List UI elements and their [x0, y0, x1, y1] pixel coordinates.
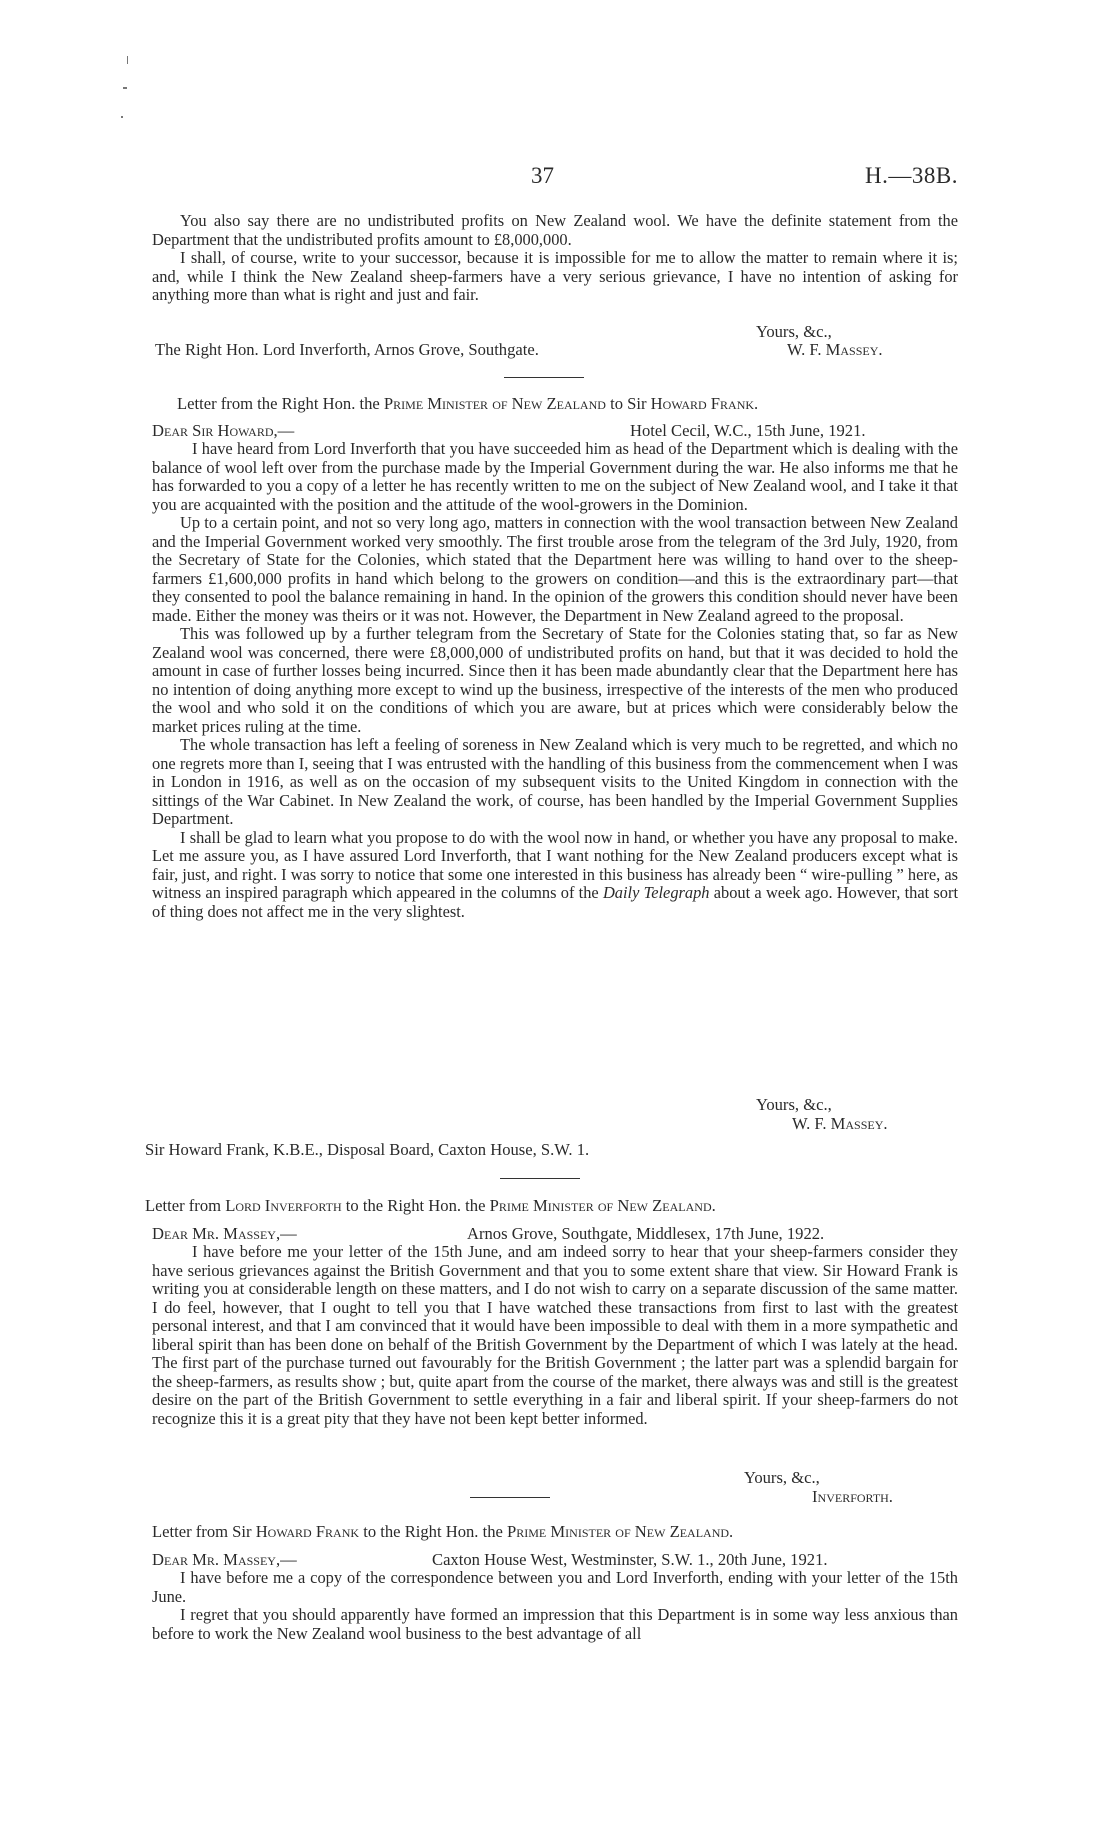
- paragraph: [152, 829, 958, 922]
- heading-text: Letter from: [145, 1196, 222, 1215]
- heading-recipient: Prime Minister of New Zealand.: [489, 1196, 716, 1215]
- letter1-body: [152, 212, 958, 305]
- letter2-place-date: Hotel Cecil, W.C., 15th June, 1921.: [630, 421, 866, 440]
- heading-sender: Prime Minister of New Zealand: [383, 394, 606, 413]
- section-divider: [500, 1178, 580, 1179]
- paragraph: I regret that you should apparently have formed an impression that this Department is in some way less anxious than before to work the New Zealand wool business to the best advantage of all: [152, 1605, 958, 1643]
- document-reference: H.—38B.: [865, 163, 958, 188]
- newspaper-title: Daily Telegraph: [602, 883, 710, 902]
- paragraph: You also say there are no undistributed profits on New Zealand wool. We have the definite statement from the Department that the undistributed profits amount to £8,000,000.: [152, 211, 958, 249]
- heading-text: to the Right Hon. the: [345, 1196, 486, 1215]
- letter3-closing: Yours, &c.,: [744, 1468, 820, 1487]
- paragraph: I have before me your letter of the 15th June, and am indeed sorry to hear that your sheep-farmers consider they have serious grievances against the British Government and that you to some extent share that view. Sir Howard Frank is writing you at considerable length on these matters, and I do not wish to carry on a separate discussion of the same matter. I do feel, however, that I ought to tell you that I have watched these transactions from first to last with the greatest personal interest, and that I am convinced that it would have been impossible to deal with them in a more sympathetic and liberal spirit than has been done on behalf of the British Government by the Department of which I was lately at the head. The first part of the purchase turned out favourably for the British Government ; the latter part was a splendid bargain for the sheep-farmers, as results show ; but, quite apart from the course of the market, there always was and still is the greatest desire on the part of the British Government to settle everything in a fair and liberal spirit. If your sheep-farmers do not recognize this it is a great pity that they have not been kept better informed.: [152, 1242, 958, 1428]
- letter3-heading: [145, 1196, 716, 1216]
- heading-text: Letter from Sir: [152, 1522, 252, 1541]
- page-number: 37: [531, 163, 554, 188]
- paragraph: I shall, of course, write to your successor, because it is impossible for me to allow the matter to remain where it is; and, while I think the New Zealand sheep-farmers have a very serious grievance, I have no intention of asking for anything more than what is right and just and fair.: [152, 248, 958, 304]
- letter2-salutation: Dear Sir Howard,—: [152, 421, 295, 440]
- paragraph: I have heard from Lord Inverforth that you have succeeded him as head of the Department which is dealing with the balance of wool left over from the purchase made by the Imperial Government during the war. He also informs me that he has forwarded to you a copy of a letter he has recently written to me on the subject of New Zealand wool, and I take it that you are acquainted with the position and the attitude of the wool-growers in the Dominion.: [152, 439, 958, 514]
- letter4-body: [152, 1569, 958, 1643]
- letter2-signature: W. F. Massey.: [792, 1114, 888, 1133]
- letter2-addressee: Sir Howard Frank, K.B.E., Disposal Board, Caxton House, S.W. 1.: [145, 1140, 590, 1159]
- letter2-heading: [177, 394, 758, 414]
- letter2-closing: Yours, &c.,: [756, 1095, 832, 1114]
- scan-speck: [121, 116, 123, 118]
- letter4-salutation: Dear Mr. Massey,—: [152, 1550, 297, 1569]
- heading-text: Letter from the Right Hon. the: [177, 394, 380, 413]
- heading-recipient: Howard Frank.: [650, 394, 759, 413]
- paragraph: Up to a certain point, and not so very long ago, matters in connection with the wool transaction between New Zealand and the Imperial Government worked very smoothly. The first trouble arose from the telegram of the 3rd July, 1920, from the Secretary of State for the Colonies, which stated that the Department here was willing to hand over to the sheep-farmers £1,600,000 profits in hand which belong to the growers on condition—and this is the extraordinary part—that they consented to pool the balance remaining in hand. In the opinion of the growers this condition should never have been made. Either the money was theirs or it was not. However, the Department in New Zealand agreed to the proposal.: [152, 513, 958, 625]
- paragraph-text: I shall be glad to learn what you propose to do with the wool now in hand, or whether you have any proposal to make. Let me assure you, as I have assured Lord Inverforth, that I want nothing for the New Zealand producers except what is fair, just, and right. I was sorry to notice that some one interested in this business has already been “ wire-pulling ” here, as witness an inspired paragraph which appeared in the columns of the: [152, 827, 958, 902]
- paragraph: I have before me a copy of the correspondence between you and Lord Inverforth, ending with your letter of the 15th June.: [152, 1568, 958, 1606]
- letter2-body: [152, 440, 958, 921]
- paragraph: The whole transaction has left a feeling of soreness in New Zealand which is very much to be regretted, and which no one regrets more than I, seeing that I was entrusted with the handling of this business from the commencement when I was in London in 1916, as well as on the occasion of my subsequent visits to the United Kingdom in connection with the sittings of the War Cabinet. In New Zealand the work, of course, has been handled by the Imperial Government Supplies Department.: [152, 735, 958, 828]
- letter3-place-date: Arnos Grove, Southgate, Middlesex, 17th June, 1922.: [467, 1224, 825, 1243]
- heading-text: to Sir: [610, 394, 647, 413]
- letter4-place-date: Caxton House West, Westminster, S.W. 1., 20th June, 1921.: [432, 1550, 828, 1569]
- letter3-signature: Inverforth.: [812, 1487, 893, 1506]
- paragraph-text: about a week ago. However, that sort of thing does not affect me in the very slightest.: [152, 883, 958, 921]
- letter3-salutation: Dear Mr. Massey,—: [152, 1224, 297, 1243]
- letter3-body: [152, 1243, 958, 1428]
- letter4-heading: [152, 1522, 733, 1542]
- heading-text: to the Right Hon. the: [363, 1522, 503, 1541]
- heading-sender: Lord Inverforth: [225, 1196, 342, 1215]
- letter1-closing: Yours, &c.,: [756, 322, 832, 341]
- section-divider: [470, 1497, 550, 1498]
- section-divider: [504, 377, 584, 378]
- heading-recipient: Prime Minister of New Zealand.: [507, 1522, 734, 1541]
- scan-speck: [127, 56, 128, 64]
- paragraph: This was followed up by a further telegram from the Secretary of State for the Colonies stating that, so far as New Zealand wool was concerned, there were £8,000,000 of undistributed profits on hand, but that it was decided to hold the amount in case of further losses being incurred. Since then it has been made abundantly clear that the Department here has no intention of doing anything more except to wind up the business, irrespective of the interests of the men who produced the wool and who sold it on the conditions of which you are aware, but at prices which were considerably below the market prices ruling at the time.: [152, 624, 958, 736]
- letter1-signature: W. F. Massey.: [787, 340, 883, 359]
- scan-speck: [123, 87, 127, 89]
- letter1-addressee: The Right Hon. Lord Inverforth, Arnos Grove, Southgate.: [155, 340, 539, 359]
- heading-sender: Howard Frank: [255, 1522, 360, 1541]
